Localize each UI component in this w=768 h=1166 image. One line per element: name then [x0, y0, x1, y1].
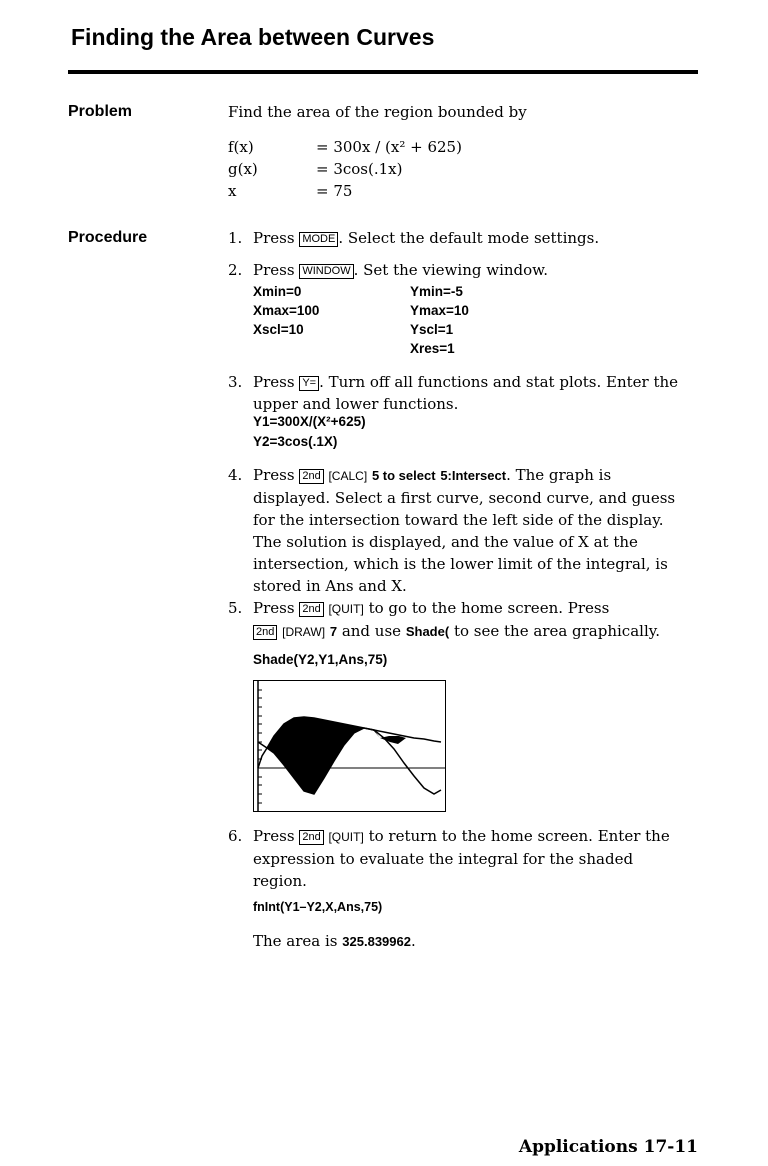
step-4-number: 4.: [228, 466, 243, 484]
y1-function: Y1=300X/(X²+625): [253, 414, 366, 429]
intersect-command: 5:Intersect: [440, 468, 507, 483]
def-x-name: x: [228, 182, 237, 200]
second-key: 2nd: [299, 830, 323, 845]
def-f-name: f(x): [228, 138, 254, 156]
second-key: 2nd: [253, 625, 277, 640]
def-g-name: g(x): [228, 160, 258, 178]
step-1-text: Press MODE . Select the default mode settings.: [253, 229, 600, 247]
def-g-expr: = 3cos(.1x): [316, 160, 403, 178]
window-xscl: Xscl=10: [253, 322, 304, 337]
step-6-number: 6.: [228, 827, 243, 845]
shade-command: Shade(: [405, 624, 450, 639]
step-2-text: Press WINDOW . Set the viewing window.: [253, 261, 548, 279]
step-6-text: Press 2nd [QUIT] to return to the home screen. Enter the expression to evaluate the integral for the shaded region.: [253, 827, 670, 890]
step-4-text: Press 2nd [CALC] 5 to select 5:Intersect. The graph is displayed. Select a first curve, second curve, and guess for the intersection toward the left side of the display. The solution is displayed, and the value of X at the intersection, which is the lower limit of the integral, is stored in Ans and X.: [253, 466, 676, 595]
step-5-text: Press 2nd [QUIT] to go to the home screen. Press 2nd [DRAW] 7 and use Shade( to see the area graphically.: [253, 599, 660, 640]
problem-label: Problem: [68, 103, 133, 120]
window-ymin: Ymin=-5: [410, 284, 463, 299]
step-2-number: 2.: [228, 261, 243, 279]
step-3-text: Press Y= . Turn off all functions and stat plots. Enter the upper and lower functions.: [253, 373, 679, 413]
problem-intro: Find the area of the region bounded by: [228, 103, 527, 121]
step-3-number: 3.: [228, 373, 243, 391]
page-title: Finding the Area between Curves: [71, 24, 435, 50]
page-footer: Applications 17-11: [518, 1137, 698, 1157]
window-yscl: Yscl=1: [410, 322, 454, 337]
y-equals-key: Y=: [299, 376, 319, 391]
second-key: 2nd: [299, 469, 323, 484]
window-xmax: Xmax=100: [253, 303, 320, 318]
title-rule: [68, 70, 698, 74]
window-xres: Xres=1: [410, 341, 455, 356]
def-f-expr: = 300x / (x² + 625): [316, 138, 462, 156]
step-1-number: 1.: [228, 229, 243, 247]
window-key: WINDOW: [299, 264, 353, 279]
y2-function: Y2=3cos(.1X): [253, 434, 338, 449]
window-ymax: Ymax=10: [410, 303, 469, 318]
mode-key: MODE: [299, 232, 338, 247]
step-5-number: 5.: [228, 599, 243, 617]
result-value: 325.839962: [342, 934, 411, 949]
shade-command-line: Shade(Y2,Y1,Ans,75): [253, 652, 388, 667]
def-x-expr: = 75: [316, 182, 353, 200]
result-text: The area is 325.839962.: [253, 932, 416, 950]
calculator-graph-screen: [253, 680, 446, 812]
fnint-command-line: fnInt(Y1–Y2,X,Ans,75): [253, 900, 383, 914]
second-key: 2nd: [299, 602, 323, 617]
graph-plot: [254, 681, 445, 811]
procedure-label: Procedure: [68, 229, 148, 246]
window-xmin: Xmin=0: [253, 284, 302, 299]
